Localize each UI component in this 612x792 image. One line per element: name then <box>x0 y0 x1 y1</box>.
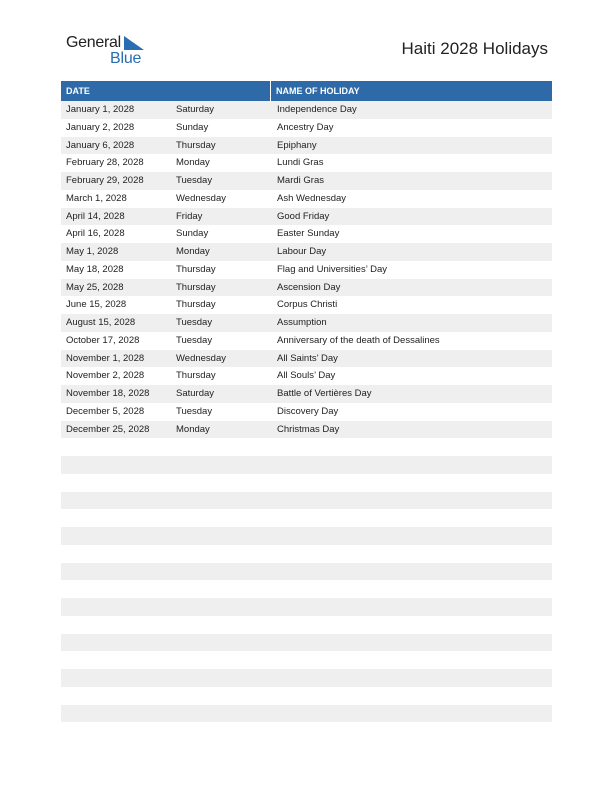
holiday-weekday: Sunday <box>176 228 209 240</box>
holiday-name: Easter Sunday <box>277 228 340 240</box>
table-row <box>61 385 552 403</box>
table-row <box>61 367 552 385</box>
holiday-date: February 28, 2028 <box>66 157 144 169</box>
holiday-weekday: Saturday <box>176 388 215 399</box>
table-row <box>61 243 552 261</box>
empty-table-row <box>61 634 552 652</box>
holiday-weekday: Wednesday <box>176 192 226 204</box>
table-row <box>61 101 552 119</box>
holiday-weekday: Monday <box>176 157 210 169</box>
holiday-name: All Saints’ Day <box>277 352 338 364</box>
table-row <box>61 119 552 137</box>
table-row <box>61 421 552 439</box>
table-empty-rows <box>61 438 552 722</box>
holiday-weekday: Monday <box>176 423 210 435</box>
holiday-weekday: Tuesday <box>176 334 213 346</box>
holiday-date: March 1, 2028 <box>66 192 127 204</box>
header-holiday-name: NAME OF HOLIDAY <box>276 86 360 96</box>
holiday-weekday: Thursday <box>176 139 216 151</box>
holiday-weekday: Friday <box>176 210 203 222</box>
holiday-weekday: Tuesday <box>176 175 213 186</box>
holiday-weekday: Thursday <box>176 263 216 275</box>
holiday-date: November 1, 2028 <box>66 352 145 364</box>
table-body <box>61 101 552 438</box>
holiday-name: Ascension Day <box>277 281 341 293</box>
holiday-weekday: Monday <box>176 246 210 257</box>
page-title: Haiti 2028 Holidays <box>401 39 548 58</box>
holidays-table <box>61 81 552 722</box>
table-row <box>61 403 552 421</box>
table-row <box>61 225 552 243</box>
empty-table-row <box>61 456 552 474</box>
holiday-date: April 16, 2028 <box>66 228 125 240</box>
holiday-name: Discovery Day <box>277 405 339 417</box>
holiday-name: Good Friday <box>277 210 330 222</box>
holiday-date: May 25, 2028 <box>66 281 124 293</box>
holiday-date: December 5, 2028 <box>66 405 145 417</box>
table-row <box>61 296 552 314</box>
holiday-name: Mardi Gras <box>277 175 324 186</box>
empty-table-row <box>61 669 552 687</box>
holiday-name: Epiphany <box>277 139 317 151</box>
holiday-date: January 1, 2028 <box>66 104 135 115</box>
empty-table-row <box>61 651 552 669</box>
generalblue-logo <box>66 34 156 70</box>
table-row <box>61 261 552 279</box>
holiday-name: Ash Wednesday <box>277 192 347 204</box>
empty-table-row <box>61 474 552 492</box>
empty-table-row <box>61 545 552 563</box>
holiday-weekday: Saturday <box>176 104 215 115</box>
holiday-date: December 25, 2028 <box>66 423 150 435</box>
holiday-date: October 17, 2028 <box>66 334 140 346</box>
empty-table-row <box>61 492 552 510</box>
empty-table-row <box>61 438 552 456</box>
table-row <box>61 350 552 368</box>
table-row <box>61 137 552 155</box>
table-row <box>61 172 552 190</box>
holiday-date: November 18, 2028 <box>66 388 150 399</box>
holiday-weekday: Thursday <box>176 370 216 382</box>
holiday-name: Labour Day <box>277 246 327 257</box>
empty-table-row <box>61 598 552 616</box>
holiday-name: Lundi Gras <box>277 157 324 169</box>
holiday-name: Anniversary of the death of Dessalines <box>277 334 440 346</box>
table-header-row <box>61 81 552 101</box>
holiday-weekday: Tuesday <box>176 317 213 328</box>
holiday-name: Assumption <box>277 317 327 328</box>
table-row <box>61 208 552 226</box>
table-row <box>61 154 552 172</box>
holiday-date: January 2, 2028 <box>66 121 135 133</box>
holiday-name: Christmas Day <box>277 423 340 435</box>
holiday-weekday: Tuesday <box>176 405 213 417</box>
holiday-date: February 29, 2028 <box>66 175 144 186</box>
holiday-date: November 2, 2028 <box>66 370 145 382</box>
table-row <box>61 314 552 332</box>
holiday-date: August 15, 2028 <box>66 317 136 328</box>
holiday-weekday: Thursday <box>176 299 216 311</box>
holiday-date: April 14, 2028 <box>66 210 125 222</box>
holiday-name: Independence Day <box>277 104 357 115</box>
empty-table-row <box>61 616 552 634</box>
holiday-date: May 18, 2028 <box>66 263 124 275</box>
holiday-name: Battle of Vertières Day <box>277 388 372 399</box>
empty-table-row <box>61 705 552 723</box>
holiday-date: May 1, 2028 <box>66 246 119 257</box>
logo-text-blue: Blue <box>110 50 142 67</box>
empty-table-row <box>61 563 552 581</box>
holiday-name: All Souls’ Day <box>277 370 336 382</box>
holiday-date: January 6, 2028 <box>66 139 135 151</box>
empty-table-row <box>61 687 552 705</box>
header-date: DATE <box>61 81 271 101</box>
holiday-date: June 15, 2028 <box>66 299 127 311</box>
empty-table-row <box>61 509 552 527</box>
holiday-weekday: Wednesday <box>176 352 226 364</box>
holiday-name: Ancestry Day <box>277 121 334 133</box>
holiday-weekday: Sunday <box>176 121 209 133</box>
holiday-name: Corpus Christi <box>277 299 338 311</box>
holiday-weekday: Thursday <box>176 281 216 293</box>
table-row <box>61 279 552 297</box>
table-row <box>61 190 552 208</box>
empty-table-row <box>61 580 552 598</box>
empty-table-row <box>61 527 552 545</box>
table-row <box>61 332 552 350</box>
logo-text-general: General <box>66 34 121 51</box>
holiday-name: Flag and Universities’ Day <box>277 263 387 275</box>
